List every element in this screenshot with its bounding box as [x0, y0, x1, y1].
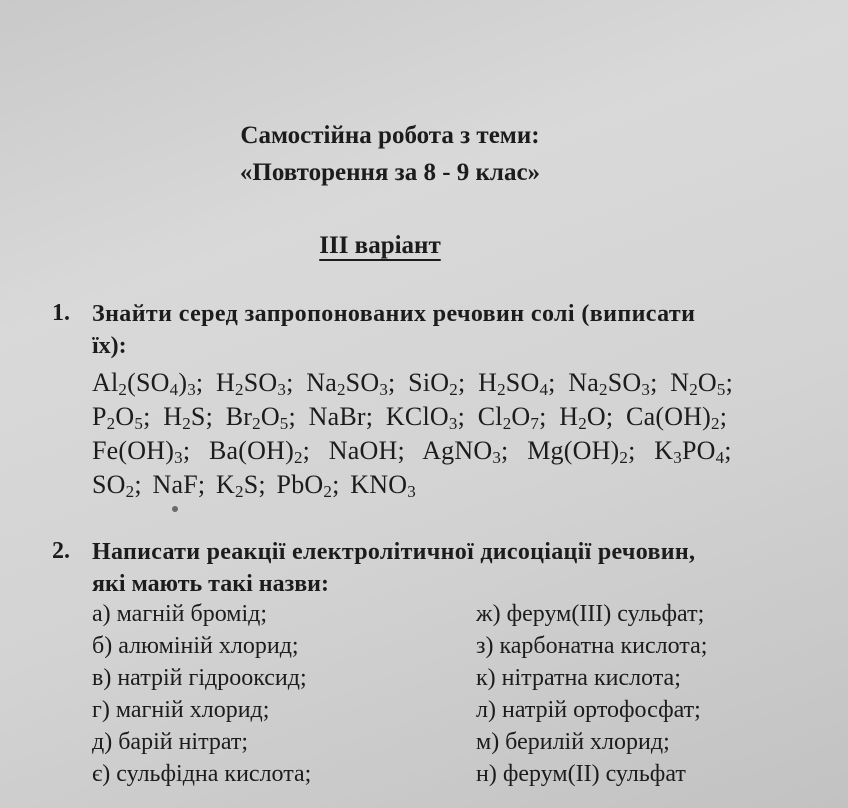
page-title-line2: «Повторення за 8 - 9 клас» [239, 159, 541, 186]
list-item: з) карбонатна кислота; [476, 633, 708, 659]
formula-line-3: $Fe(OH)_3$; $Ba(OH)_2$; NaOH; AgNO$_3$; $Mg(OH)_2$; $K_3PO_4$; [92, 436, 732, 467]
list-item: л) натрій ортофосфат; [476, 697, 701, 723]
list-item: в) натрій гідрооксид; [92, 665, 307, 691]
task1-number: 1. [52, 300, 70, 326]
list-item: є) сульфідна кислота; [92, 761, 312, 787]
variant-heading [0, 232, 760, 260]
list-item: а) магній бромід; [92, 601, 268, 627]
formula-line-1: $Al_2(SO_4)_3$; $H_2SO_3$; $Na_2SO_3$; SiO$_2$; $H_2SO_4$; $Na_2SO_3$; $N_2O_5$; [92, 368, 734, 399]
page-title-line1: Самостійна робота з теми: [240, 122, 540, 149]
formula-line-4: $SO_2$; NaF; $K_2S$; PbO$_2$; $KNO_3$ [92, 470, 416, 501]
list-item: к) нітратна кислота; [476, 665, 681, 691]
variant-label: ІІІ варіант [319, 232, 441, 259]
list-item: г) магній хлорид; [92, 697, 270, 723]
list-item: д) барій нітрат; [92, 729, 249, 755]
task2-text-line2: які мають такі назви: [92, 571, 329, 597]
list-item: ж) ферум(ІІІ) сульфат; [476, 601, 705, 627]
task1-text-line2: їх): [92, 333, 127, 359]
list-item: н) ферум(ІІ) сульфат [476, 761, 686, 787]
list-item: м) берилій хлорид; [476, 729, 670, 755]
paper-speck [172, 506, 178, 512]
list-item: б) алюміній хлорид; [92, 633, 299, 659]
task1-text-line1: Знайти серед запропонованих речовин солі (виписати [92, 301, 696, 327]
formula-line-2: $P_2O_5$; $H_2S$; $Br_2O_5$; NaBr; KClO$_3$; $Cl_2O_7$; $H_2O$; $Ca(OH)_2$; [92, 402, 728, 433]
task2-number: 2. [52, 538, 70, 564]
task2-text-line1: Написати реакції електролітичної дисоціації речовин, [92, 539, 696, 565]
